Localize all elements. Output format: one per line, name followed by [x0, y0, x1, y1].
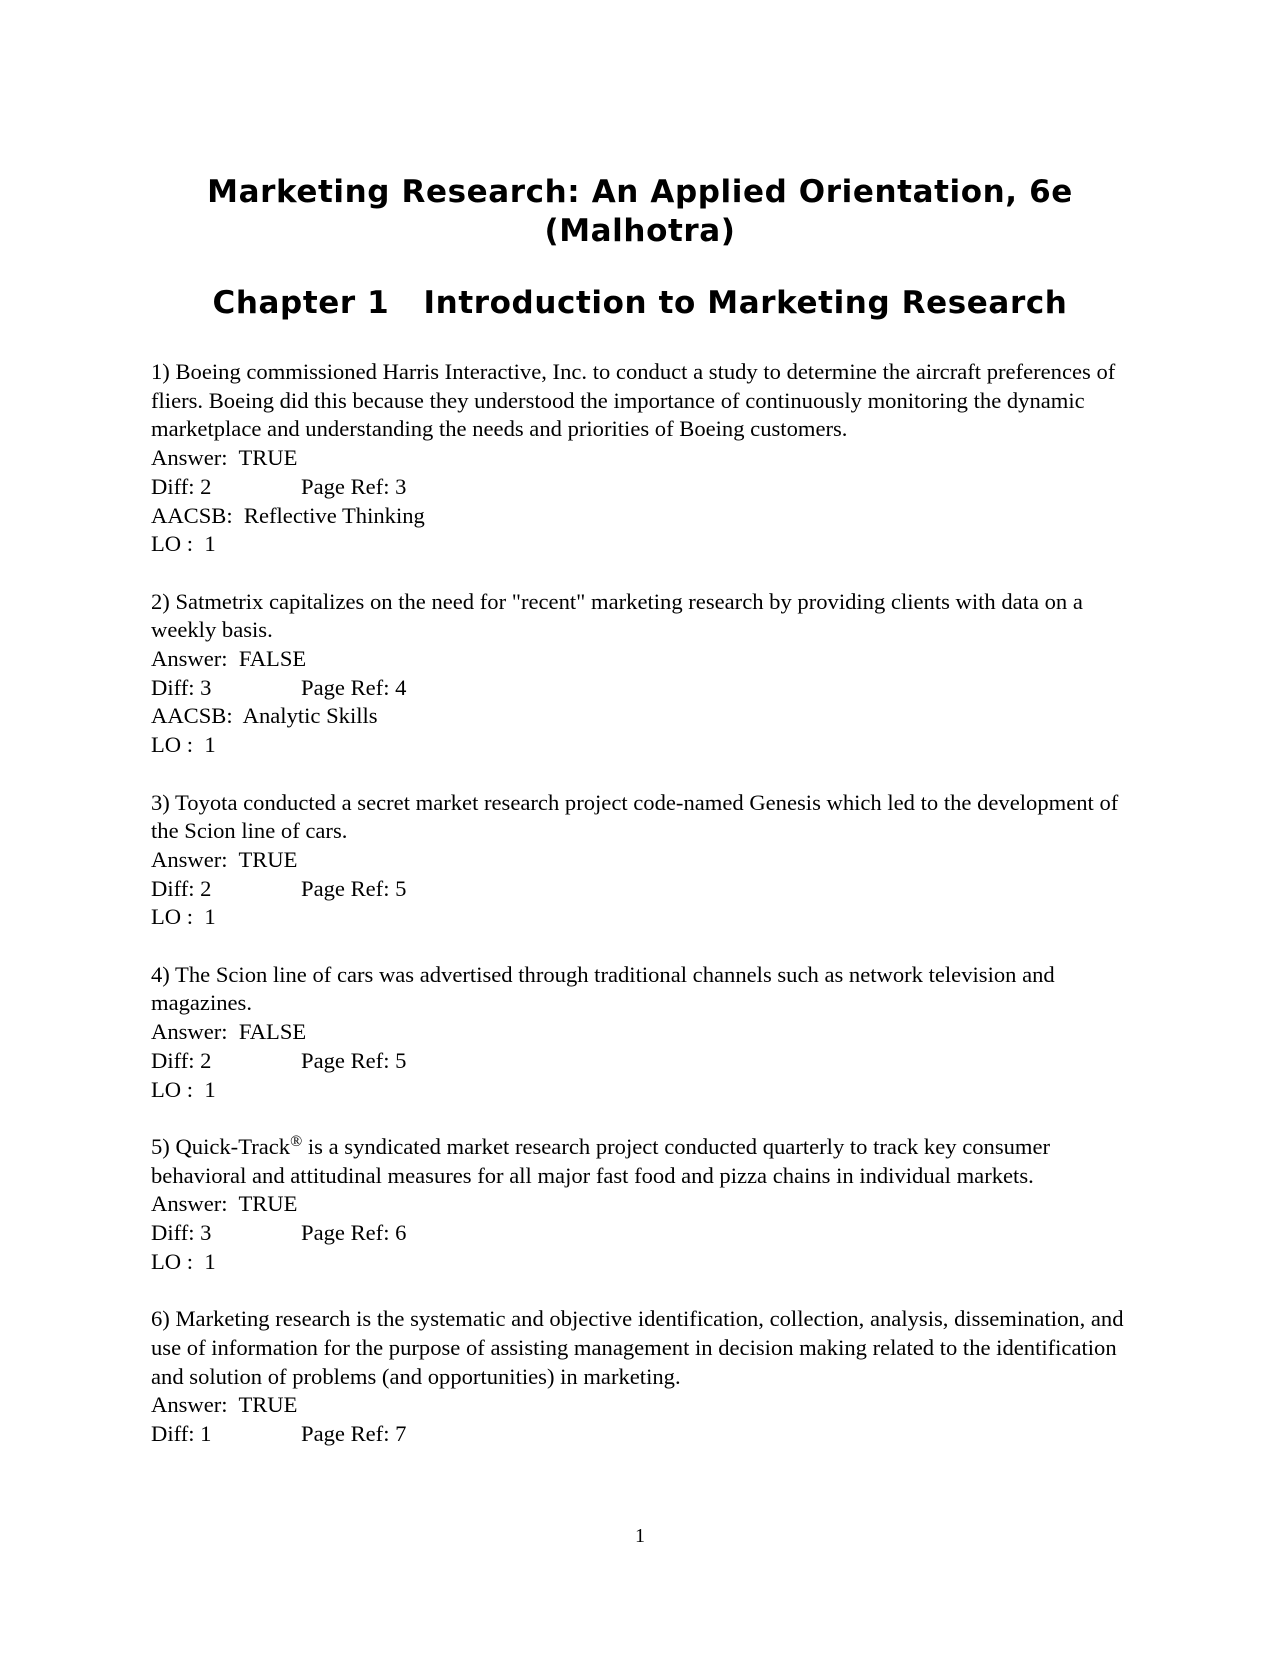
question-text: 2) Satmetrix capitalizes on the need for "recent" marketing research by providing clients with data on a weekly basis. — [151, 588, 1083, 643]
difficulty: Diff: 3 — [151, 674, 212, 700]
question-list — [151, 358, 1131, 1477]
learning-objective-line: LO : 1 — [151, 531, 216, 557]
question-text: 4) The Scion line of cars was advertised through traditional channels such as network television and magazines. — [151, 961, 1055, 1016]
difficulty: Diff: 2 — [151, 1047, 212, 1073]
difficulty: Diff: 2 — [151, 875, 212, 901]
difficulty-line — [151, 473, 1131, 502]
question-item — [151, 358, 1131, 559]
chapter-title: Introduction to Marketing Research — [423, 285, 1068, 321]
page-number: 1 — [635, 1525, 645, 1547]
page-ref: Page Ref: 5 — [301, 875, 407, 901]
answer-line: Answer: TRUE — [151, 1392, 298, 1418]
answer-line: Answer: FALSE — [151, 1019, 307, 1045]
chapter-heading — [150, 283, 1130, 323]
question-text: 6) Marketing research is the systematic and objective identification, collection, analysis, dissemination, and use of information for the purpose of assisting management in decision making related to the identification and solution of problems (and opportunities) in marketing. — [151, 1306, 1124, 1389]
difficulty-line — [151, 1047, 1131, 1076]
difficulty-line — [151, 674, 1131, 703]
book-title: Marketing Research: An Applied Orientation, 6e (Malhotra) — [207, 174, 1073, 249]
learning-objective-line: LO : 1 — [151, 904, 216, 930]
question-text: 1) Boeing commissioned Harris Interactive, Inc. to conduct a study to determine the aircraft preferences of fliers. Boeing did this because they understood the importance of continuously monitoring the dynamic marketplace and understanding the needs and priorities of Boeing customers. — [151, 359, 1116, 442]
page-ref: Page Ref: 3 — [301, 473, 407, 499]
learning-objective-line: LO : 1 — [151, 1248, 216, 1274]
question-text-end: is a syndicated market research project conducted quarterly to track key consumer behavioral and attitudinal measures for all major fast food and pizza chains in individual markets. — [151, 1133, 1051, 1188]
question-text-start: 5) Quick-Track — [151, 1133, 291, 1159]
question-text — [151, 1133, 1131, 1190]
difficulty: Diff: 3 — [151, 1220, 212, 1246]
difficulty-line — [151, 1420, 1131, 1449]
difficulty-line — [151, 1219, 1131, 1248]
chapter-label: Chapter 1 — [212, 285, 390, 321]
learning-objective-line: LO : 1 — [151, 1076, 216, 1102]
difficulty: Diff: 2 — [151, 473, 212, 499]
learning-objective-line: LO : 1 — [151, 732, 216, 758]
aacsb-line: AACSB: Reflective Thinking — [151, 502, 425, 528]
question-item — [151, 961, 1131, 1105]
difficulty: Diff: 1 — [151, 1420, 212, 1446]
answer-line: Answer: TRUE — [151, 445, 298, 471]
registered-mark: ® — [290, 1132, 303, 1150]
question-item — [151, 789, 1131, 933]
question-text: 3) Toyota conducted a secret market research project code-named Genesis which led to the development of the Scion line of cars. — [151, 789, 1119, 844]
question-item — [151, 588, 1131, 760]
difficulty-line — [151, 875, 1131, 904]
page-ref: Page Ref: 6 — [301, 1220, 407, 1246]
answer-line: Answer: FALSE — [151, 646, 307, 672]
aacsb-line: AACSB: Analytic Skills — [151, 703, 378, 729]
answer-line: Answer: TRUE — [151, 846, 298, 872]
question-item — [151, 1133, 1131, 1277]
page-ref: Page Ref: 4 — [301, 674, 407, 700]
question-item — [151, 1305, 1131, 1449]
page-ref: Page Ref: 7 — [301, 1420, 407, 1446]
answer-line: Answer: TRUE — [151, 1191, 298, 1217]
page-ref: Page Ref: 5 — [301, 1047, 407, 1073]
